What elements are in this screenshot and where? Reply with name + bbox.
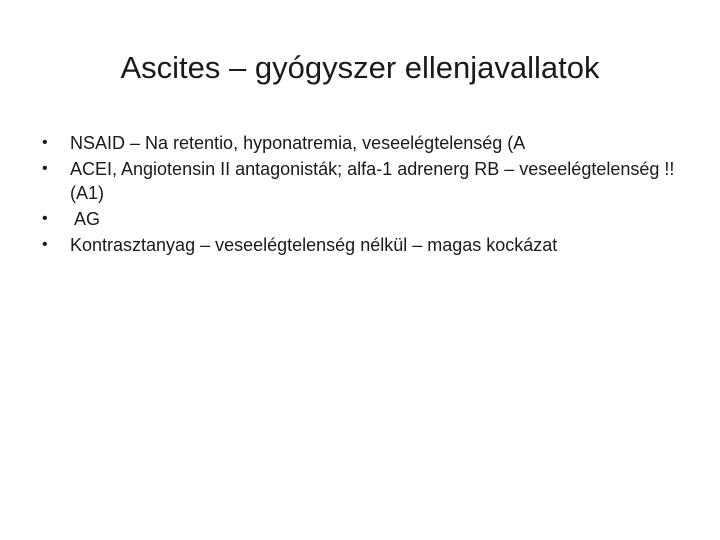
bullet-icon: • — [42, 134, 48, 151]
bullet-list — [42, 131, 702, 259]
bullet-text: NSAID – Na retentio, hyponatremia, veseelégtelenség (A — [70, 133, 526, 153]
bullet-text: ACEI, Angiotensin II antagonisták; alfa-1 adrenerg RB – veseelégtelenség !! (A1) — [70, 159, 675, 203]
bullet-item — [42, 233, 702, 257]
bullet-item — [42, 131, 702, 155]
bullet-icon: • — [42, 236, 48, 253]
bullet-text: Kontrasztanyag – veseelégtelenség nélkül – magas kockázat — [70, 235, 558, 255]
bullet-item — [42, 157, 702, 205]
bullet-icon: • — [42, 160, 48, 177]
bullet-icon: • — [42, 210, 48, 227]
bullet-item — [42, 207, 702, 231]
slide-title: Ascites – gyógyszer ellenjavallatok — [120, 50, 600, 85]
bullet-text: AG — [70, 209, 101, 229]
